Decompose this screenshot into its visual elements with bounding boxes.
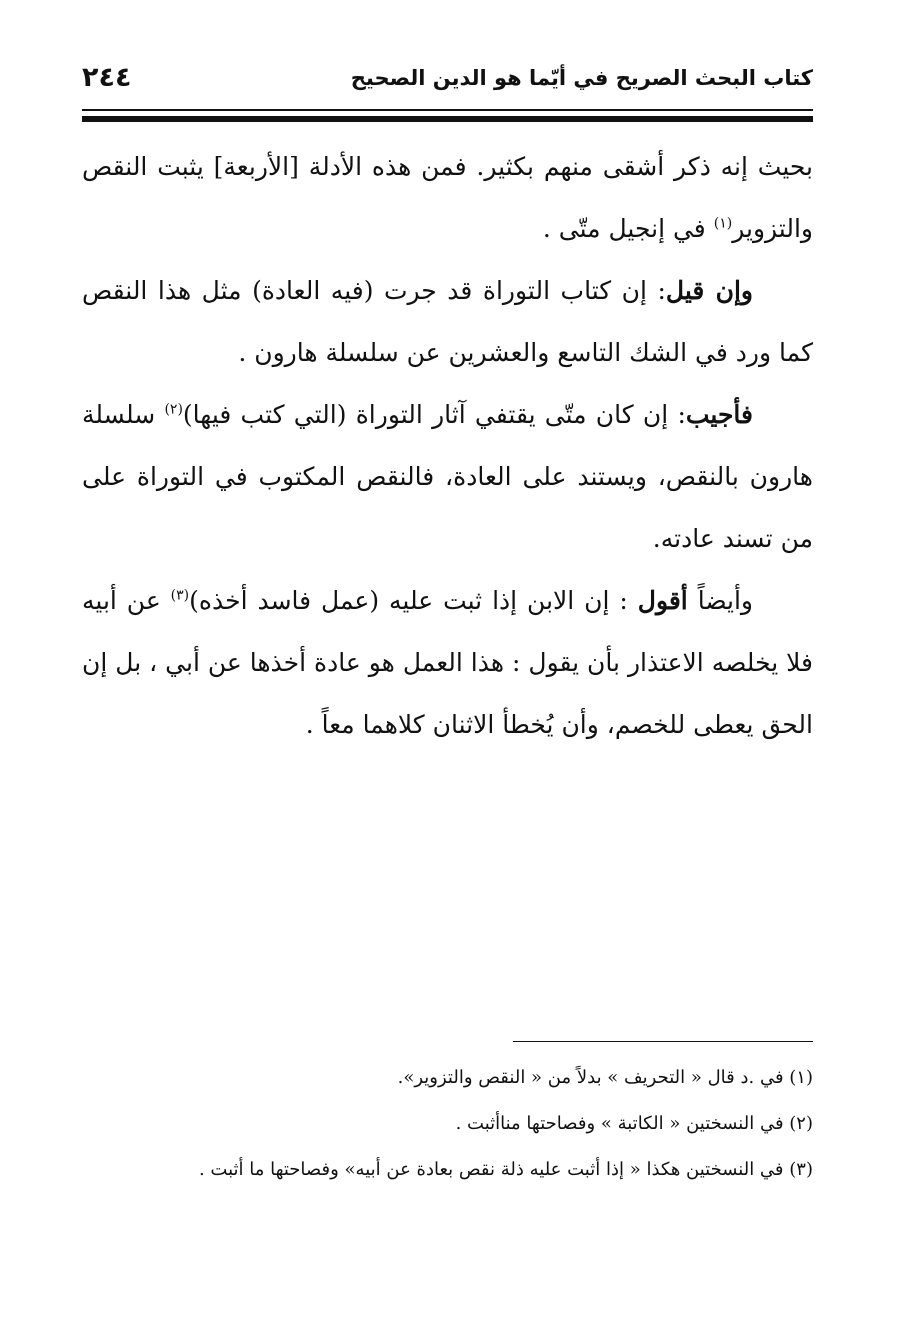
footnote-ref-1: (١) bbox=[713, 215, 733, 232]
page-header bbox=[82, 60, 813, 104]
paragraph-3-text: : إن كان متّى يقتفي آثار التوراة (التي كتب فيها) bbox=[182, 400, 686, 429]
footnote-2: (٢) في النسختين « الكاتبة » وفصاحتها مناأثبت . bbox=[455, 1113, 813, 1134]
paragraph-1-text: بحيث إنه ذكر أشقى منهم بكثير. فمن هذه الأدلة [الأربعة] يثبت النقص والتزوير bbox=[82, 152, 813, 243]
footnotes bbox=[82, 1055, 813, 1193]
main-text bbox=[82, 136, 813, 756]
paragraph-2-text: : إن كتاب التوراة قد جرت (فيه العادة) مثل هذا النقص كما ورد في الشك التاسع والعشرين عن سلسلة هارون . bbox=[82, 276, 813, 367]
header-rule-thick bbox=[82, 116, 813, 122]
paragraph-2 bbox=[82, 260, 813, 384]
footnote-ref-3: (٣) bbox=[170, 587, 190, 604]
paragraph-4-end: عن أبيه فلا يخلصه الاعتذار بأن يقول : هذا العمل هو عادة أخذها عن أبي ، بل إن الحق يعطى للخصم، وأن يُخطأ الاثنان كلاهما معاً . bbox=[82, 586, 813, 739]
page-number: ٢٤٤ bbox=[82, 62, 132, 93]
paragraph-1-end: في إنجيل متّى . bbox=[542, 214, 714, 243]
footnote-3: (٣) في النسختين هكذا « إذا أثبت عليه ذلة نقص بعادة عن أبيه» وفصاحتها ما أثبت . bbox=[198, 1159, 813, 1180]
paragraph-4 bbox=[82, 570, 813, 756]
paragraph-3 bbox=[82, 384, 813, 570]
footnote-1: (١) في .د قال « التحريف » بدلاً من « النقص والتزوير». bbox=[397, 1067, 813, 1088]
paragraph-4-start: وأيضاً bbox=[687, 586, 753, 615]
running-title: كتاب البحث الصريح في أيّما هو الدين الصحيح bbox=[350, 66, 813, 90]
paragraph-3-end: سلسلة هارون بالنقص، ويستند على العادة، فالنقص المكتوب في التوراة على من تسند عادته. bbox=[82, 400, 813, 553]
footnote-ref-2: (٢) bbox=[164, 401, 183, 418]
paragraph-2-lead: وإن قيل bbox=[665, 276, 753, 305]
paragraph-4-text: : إن الابن إذا ثبت عليه (عمل فاسد أخذه) bbox=[189, 586, 638, 615]
header-rule-thin bbox=[82, 109, 813, 111]
footnote-separator bbox=[513, 1041, 813, 1042]
paragraph-1 bbox=[82, 136, 813, 260]
paragraph-4-lead: أقول bbox=[637, 586, 688, 615]
paragraph-3-lead: فأجيب bbox=[685, 400, 753, 429]
